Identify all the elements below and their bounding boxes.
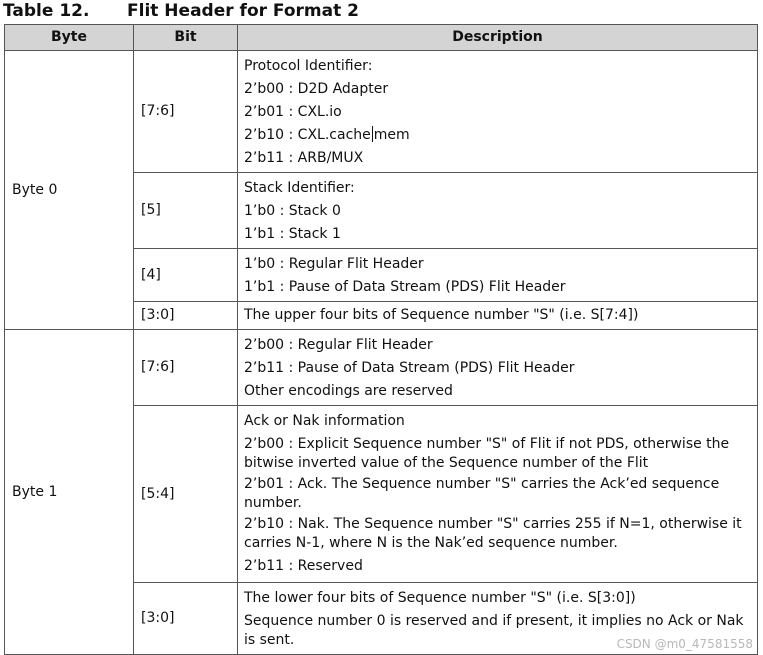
description-cell <box>238 302 758 330</box>
bit-cell: [4] <box>134 249 238 302</box>
table-row <box>5 330 758 406</box>
header-row <box>5 25 758 51</box>
description-cell <box>238 173 758 249</box>
desc-line <box>244 124 751 147</box>
desc-text: 2’b10 : CXL.cache <box>244 127 371 143</box>
bit-cell: [5:4] <box>134 406 238 583</box>
byte0-label: Byte 0 <box>5 51 134 330</box>
table-number: Table 12. <box>3 1 90 21</box>
desc-line: 2’b00 : Regular Flit Header <box>244 337 433 353</box>
bit-cell: [3:0] <box>134 583 238 655</box>
table-row <box>5 51 758 173</box>
byte1-label: Byte 1 <box>5 330 134 655</box>
table-caption <box>3 0 359 23</box>
watermark: CSDN @m0_47581558 <box>616 637 753 651</box>
bit-cell: [3:0] <box>134 302 238 330</box>
desc-line: 2’b11 : Reserved <box>244 558 363 574</box>
desc-line: 2’b11 : ARB/MUX <box>244 150 364 166</box>
desc-line: Protocol Identifier: <box>244 58 373 74</box>
bit-cell: [7:6] <box>134 330 238 406</box>
desc-line: 2’b00 : Explicit Sequence number "S" of Flit if not PDS, otherwise the bitwise inverted value of the Sequence number of the Flit <box>244 436 730 471</box>
description-cell <box>238 406 758 583</box>
desc-line: Ack or Nak information <box>244 413 405 429</box>
desc-line: The upper four bits of Sequence number "S" (i.e. S[7:4]) <box>244 307 639 323</box>
desc-line: Stack Identifier: <box>244 180 355 196</box>
desc-text: mem <box>373 127 410 143</box>
table-title: Flit Header for Format 2 <box>127 1 359 21</box>
description-cell <box>238 249 758 302</box>
text-cursor <box>372 126 373 142</box>
desc-line: 2’b01 : Ack. The Sequence number "S" carries the Ack’ed sequence number. <box>244 476 720 511</box>
header-description: Description <box>238 25 758 51</box>
desc-line: The lower four bits of Sequence number "S" (i.e. S[3:0]) <box>244 590 636 606</box>
desc-line: Other encodings are reserved <box>244 383 453 399</box>
desc-line: 1’b1 : Pause of Data Stream (PDS) Flit Header <box>244 279 566 295</box>
header-bit: Bit <box>134 25 238 51</box>
flit-header-table <box>4 24 758 655</box>
description-cell <box>238 51 758 173</box>
desc-line: 1’b0 : Stack 0 <box>244 203 341 219</box>
desc-line: 2’b01 : CXL.io <box>244 104 342 120</box>
desc-line: 1’b1 : Stack 1 <box>244 226 341 242</box>
bit-cell: [5] <box>134 173 238 249</box>
desc-line: 1’b0 : Regular Flit Header <box>244 256 424 272</box>
desc-line: 2’b11 : Pause of Data Stream (PDS) Flit Header <box>244 360 575 376</box>
desc-line: Sequence number 0 is reserved and if present, it implies no Ack or Nak is sent. <box>244 613 744 648</box>
bit-cell: [7:6] <box>134 51 238 173</box>
desc-line: 2’b10 : Nak. The Sequence number "S" carries 255 if N=1, otherwise it carries N-1, where N is the Nak’ed sequence number. <box>244 516 742 551</box>
desc-line: 2’b00 : D2D Adapter <box>244 81 389 97</box>
header-byte: Byte <box>5 25 134 51</box>
description-cell <box>238 330 758 406</box>
